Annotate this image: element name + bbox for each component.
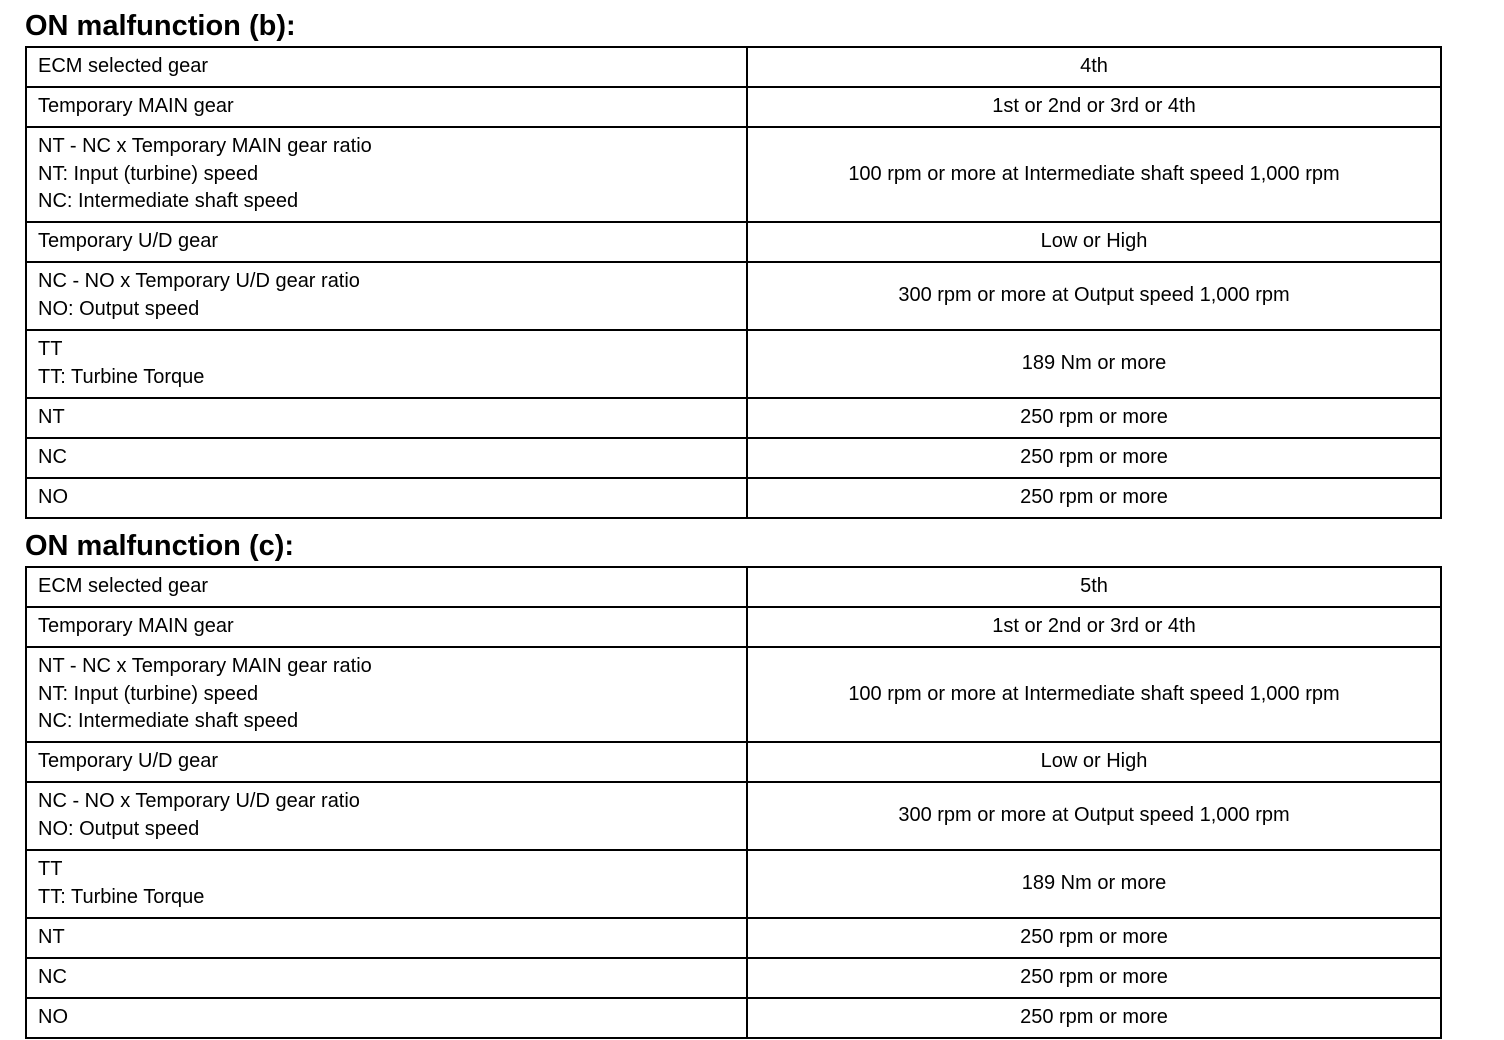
spec-table: [25, 46, 1442, 519]
param-line: TT: [38, 858, 63, 880]
param-line: Temporary MAIN gear: [38, 615, 234, 637]
value-cell: 300 rpm or more at Output speed 1,000 rpm: [747, 782, 1441, 850]
table-row: [26, 127, 1441, 222]
param-line: ECM selected gear: [38, 55, 209, 77]
param-line: NC - NO x Temporary U/D gear ratio: [38, 270, 360, 292]
table-row: [26, 330, 1441, 398]
value-cell: Low or High: [747, 742, 1441, 782]
value-cell: Low or High: [747, 222, 1441, 262]
param-line: NO: [38, 1006, 68, 1028]
table-row: [26, 87, 1441, 127]
table-row: [26, 918, 1441, 958]
param-line: NT: Input (turbine) speed: [38, 682, 259, 705]
param-line: NC: Intermediate shaft speed: [38, 190, 299, 212]
param-cell: [26, 262, 747, 330]
param-cell: [26, 918, 747, 958]
param-cell: [26, 438, 747, 478]
value-cell: 250 rpm or more: [747, 998, 1441, 1038]
value-cell: 1st or 2nd or 3rd or 4th: [747, 87, 1441, 127]
table-row: [26, 998, 1441, 1038]
section-title: ON malfunction (c):: [25, 530, 295, 562]
table-row: [26, 647, 1441, 742]
table-row: [26, 438, 1441, 478]
value-cell: 5th: [747, 567, 1441, 607]
param-line: NC - NO x Temporary U/D gear ratio: [38, 790, 360, 812]
param-cell: [26, 567, 747, 607]
param-line: NO: [38, 486, 68, 508]
param-cell: [26, 478, 747, 518]
param-cell: [26, 607, 747, 647]
param-cell: [26, 398, 747, 438]
param-line: NC: [38, 446, 67, 468]
table-row: [26, 262, 1441, 330]
param-line: NO: Output speed: [38, 297, 200, 320]
value-cell: 1st or 2nd or 3rd or 4th: [747, 607, 1441, 647]
param-cell: [26, 742, 747, 782]
value-cell: 300 rpm or more at Output speed 1,000 rpm: [747, 262, 1441, 330]
table-row: [26, 742, 1441, 782]
param-line: TT: Turbine Torque: [38, 365, 205, 388]
param-line: NC: Intermediate shaft speed: [38, 710, 299, 732]
table-row: [26, 958, 1441, 998]
param-line: NT: [38, 406, 65, 428]
table-row: [26, 607, 1441, 647]
value-cell: 100 rpm or more at Intermediate shaft speed 1,000 rpm: [747, 647, 1441, 742]
value-cell: 250 rpm or more: [747, 438, 1441, 478]
param-cell: [26, 330, 747, 398]
param-cell: [26, 87, 747, 127]
value-cell: 100 rpm or more at Intermediate shaft speed 1,000 rpm: [747, 127, 1441, 222]
param-line: NC: [38, 966, 67, 988]
param-cell: [26, 222, 747, 262]
param-line: NT: Input (turbine) speed: [38, 162, 259, 185]
param-line: TT: [38, 338, 63, 360]
param-line: Temporary U/D gear: [38, 230, 219, 252]
param-cell: [26, 782, 747, 850]
param-line: NT - NC x Temporary MAIN gear ratio: [38, 655, 372, 677]
value-cell: 250 rpm or more: [747, 398, 1441, 438]
param-cell: [26, 47, 747, 87]
param-cell: [26, 958, 747, 998]
table-row: [26, 850, 1441, 918]
value-cell: 4th: [747, 47, 1441, 87]
table-row: [26, 47, 1441, 87]
table-row: [26, 398, 1441, 438]
value-cell: 189 Nm or more: [747, 850, 1441, 918]
param-cell: [26, 647, 747, 742]
param-cell: [26, 850, 747, 918]
section-title: ON malfunction (b):: [25, 10, 296, 42]
param-line: NT - NC x Temporary MAIN gear ratio: [38, 135, 372, 157]
value-cell: 189 Nm or more: [747, 330, 1441, 398]
value-cell: 250 rpm or more: [747, 958, 1441, 998]
table-row: [26, 567, 1441, 607]
param-line: ECM selected gear: [38, 575, 209, 597]
table-row: [26, 478, 1441, 518]
param-cell: [26, 998, 747, 1038]
table-row: [26, 222, 1441, 262]
param-line: NT: [38, 926, 65, 948]
table-row: [26, 782, 1441, 850]
value-cell: 250 rpm or more: [747, 918, 1441, 958]
param-line: Temporary MAIN gear: [38, 95, 234, 117]
param-line: Temporary U/D gear: [38, 750, 219, 772]
param-line: NO: Output speed: [38, 817, 200, 840]
param-line: TT: Turbine Torque: [38, 885, 205, 908]
param-cell: [26, 127, 747, 222]
value-cell: 250 rpm or more: [747, 478, 1441, 518]
spec-table: [25, 566, 1442, 1039]
